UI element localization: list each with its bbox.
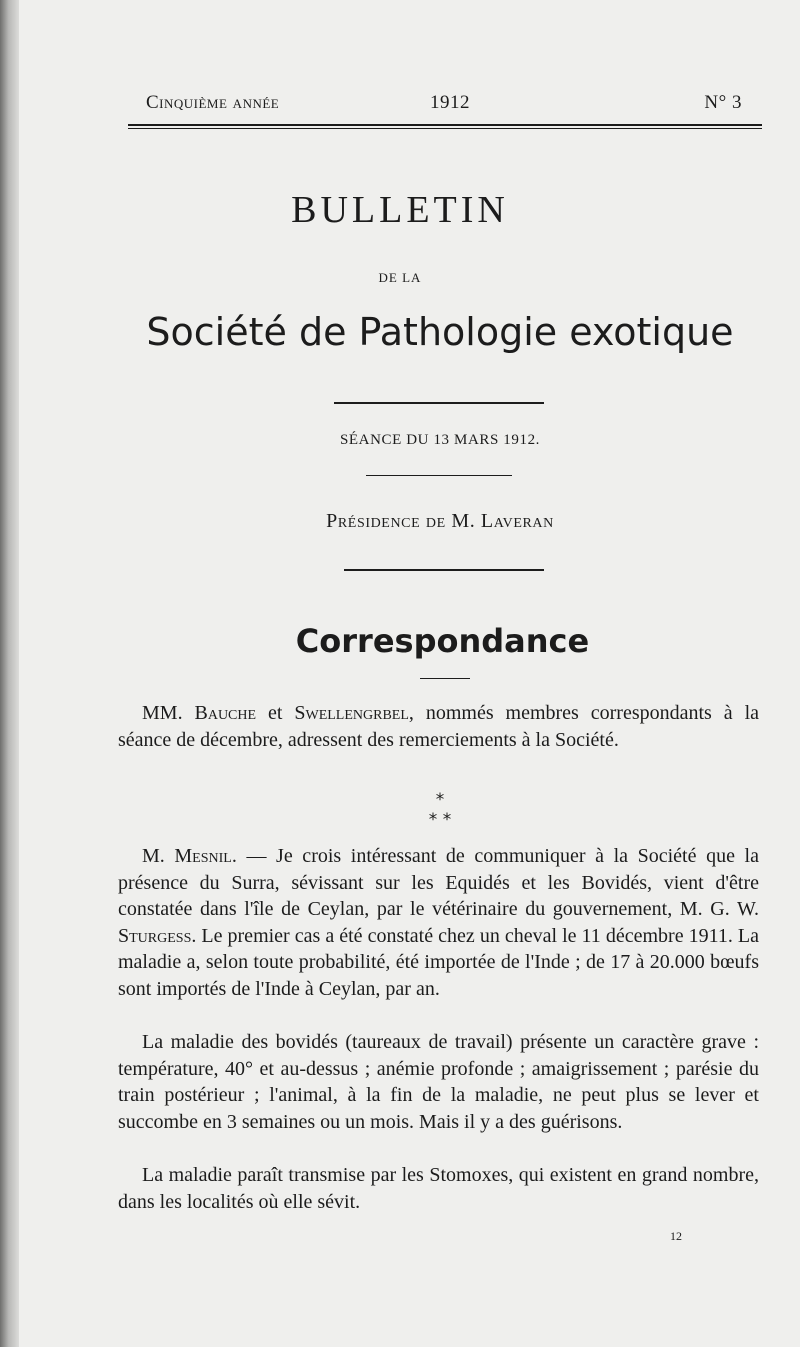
presidency-line: Présidence de M. Laveran <box>326 510 554 532</box>
name-sturgess: Sturgess <box>118 924 192 947</box>
page-number: 12 <box>670 1229 682 1243</box>
title-society-name: Société de Pathologie exotique <box>146 310 734 354</box>
session-rule <box>366 475 512 476</box>
section-heading: Correspondance <box>295 622 590 660</box>
paragraph-mesnil <box>118 843 759 1003</box>
title-rule <box>334 402 544 404</box>
p1-joiner: et <box>256 702 295 724</box>
name-swellengrbel: Swellengrbel <box>294 702 409 724</box>
p2-mid: . — Je crois intéressant de communiquer à la Société que la présence du Surra, sévissant sur les Equidés et les Bovidés, vient d'être constatée dans l'île de Ceylan, par le vétérinaire du gouvernement, M. G. W. <box>118 845 759 921</box>
p2-prefix: M. <box>142 845 175 867</box>
paragraph-thanks <box>118 700 759 753</box>
header-year-label: Cinquième année <box>146 92 280 113</box>
asterism-top: * <box>435 790 445 810</box>
p1-rest: , nommés membres correspondants à la séance de décembre, adressent des remerciements à la Société. <box>118 702 760 751</box>
p2-rest: . Le premier cas a été constaté chez un cheval le 11 décembre 1911. La maladie a, selon toute probabilité, été importée de l'Inde ; de 17 à 20.000 bœufs sont importés de l'Inde à Ceylan, par an. <box>118 924 759 1000</box>
title-bulletin: BULLETIN <box>291 189 509 231</box>
asterism-bottom: * * <box>428 810 452 830</box>
header-year: 1912 <box>430 92 470 113</box>
header-double-rule <box>128 124 762 129</box>
section-heading-rule <box>420 678 470 679</box>
session-date: SÉANCE DU 13 MARS 1912. <box>339 432 541 448</box>
header-issue-number: N° 3 <box>704 92 742 113</box>
title-de-la: DE LA <box>378 270 422 285</box>
name-bauche: Bauche <box>194 702 257 724</box>
paragraph-disease-description: La maladie des bovidés (taureaux de travail) présente un caractère grave : température, 40° et au-dessus ; anémie profonde ; amaigrissement ; parésie du train postérieur ; l'animal, à la fin de la maladie, ne peut plus se lever et succombe en 3 semaines ou un mois. Mais il y a des guérisons. <box>118 1031 759 1133</box>
paragraph-transmission: La maladie paraît transmise par les Stomoxes, qui existent en grand nombre, dans les localités où elle sévit. <box>118 1164 759 1213</box>
presidency-rule <box>344 569 544 571</box>
p1-prefix: MM. <box>142 702 195 724</box>
running-header <box>128 92 760 120</box>
name-mesnil: Mesnil <box>174 845 232 867</box>
